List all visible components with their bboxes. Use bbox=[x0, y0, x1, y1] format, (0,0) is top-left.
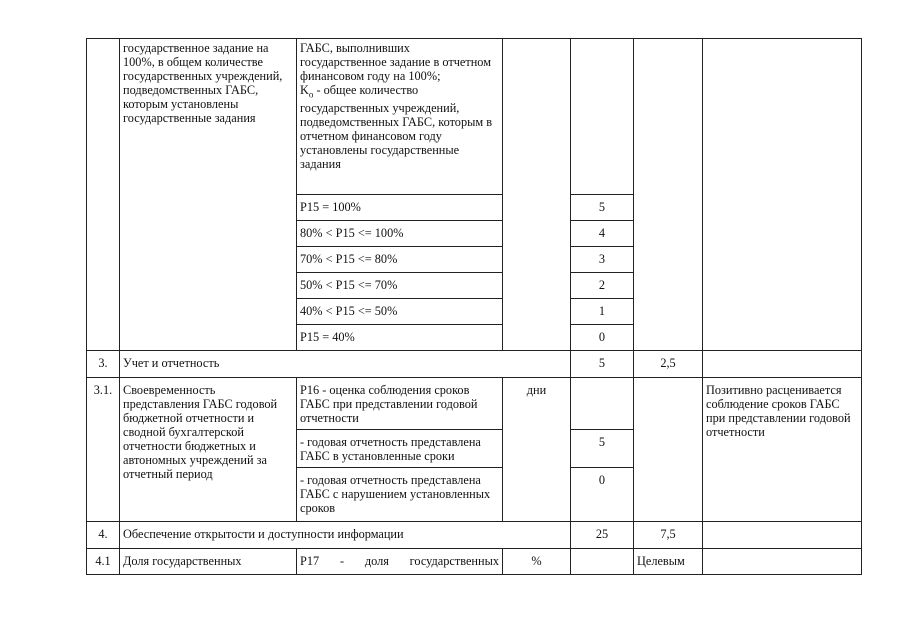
cell-score: 0 bbox=[571, 468, 634, 522]
cell-section-title: Обеспечение открытости и доступности информации bbox=[120, 522, 571, 549]
cell-section-weight: 7,5 bbox=[634, 522, 703, 549]
cell-condition: 70% < P15 <= 80% bbox=[297, 247, 503, 273]
cell-formula: P17 - доля государственных bbox=[297, 549, 503, 575]
table-row-4-1 bbox=[87, 549, 862, 575]
formula-line2: - общее количество государственных учреждений, подведомственных ГАБС, которым в отчетном финансовом году установлены государственные задания bbox=[300, 83, 493, 172]
cell-condition: 40% < P15 <= 50% bbox=[297, 299, 503, 325]
table-row-3-1 bbox=[87, 378, 862, 430]
cell-weight-empty bbox=[634, 39, 703, 351]
cell-section-title: Учет и отчетность bbox=[120, 351, 571, 378]
cell-row-num: 4.1 bbox=[87, 549, 120, 575]
indicators-table bbox=[86, 38, 862, 575]
cell-section-num: 4. bbox=[87, 522, 120, 549]
cell-comment: Позитивно расценивается соблюдение сроков ГАБС при представлении годовой отчетности bbox=[703, 378, 862, 522]
cell-indicator: Доля государственных bbox=[120, 549, 297, 575]
cell-formula-continuation bbox=[297, 39, 503, 195]
cell-condition: 50% < P15 <= 70% bbox=[297, 273, 503, 299]
cell-condition: P15 = 40% bbox=[297, 325, 503, 351]
cell-unit: дни bbox=[503, 378, 571, 522]
formula-k: K bbox=[300, 83, 309, 97]
cell-score: 3 bbox=[571, 247, 634, 273]
table-row-section-4 bbox=[87, 522, 862, 549]
cell-comment-empty bbox=[703, 39, 862, 351]
cell-condition: P15 = 100% bbox=[297, 195, 503, 221]
cell-section-comment-empty bbox=[703, 522, 862, 549]
cell-condition: - годовая отчетность представлена ГАБС в установленные сроки bbox=[297, 430, 503, 468]
cell-score: 2 bbox=[571, 273, 634, 299]
cell-indicator-continuation: государственное задание на 100%, в общем количестве государственных учреждений, подведомственных ГАБС, которым установлены государственные задания bbox=[120, 39, 297, 351]
cell-condition: 80% < P15 <= 100% bbox=[297, 221, 503, 247]
formula-line1: ГАБС, выполнивших государственное задание в отчетном финансовом году на 100%; bbox=[300, 41, 491, 83]
table-row-continuation bbox=[87, 39, 862, 195]
cell-num-empty bbox=[87, 39, 120, 351]
cell-score: 4 bbox=[571, 221, 634, 247]
cell-unit: % bbox=[503, 549, 571, 575]
cell-section-comment-empty bbox=[703, 351, 862, 378]
cell-score-empty bbox=[571, 378, 634, 430]
cell-score: 5 bbox=[571, 430, 634, 468]
cell-target: Целевым bbox=[634, 549, 703, 575]
cell-section-max: 25 bbox=[571, 522, 634, 549]
cell-section-weight: 2,5 bbox=[634, 351, 703, 378]
cell-unit-empty bbox=[503, 39, 571, 351]
table-row-section-3 bbox=[87, 351, 862, 378]
cell-indicator: Своевременность представления ГАБС годовой бюджетной отчетности и сводной бухгалтерской отчетности бюджетных и автономных учреждений за отчетный период bbox=[120, 378, 297, 522]
cell-score-empty bbox=[571, 549, 634, 575]
cell-score: 0 bbox=[571, 325, 634, 351]
cell-weight-empty bbox=[634, 378, 703, 522]
formula-k-sub: о bbox=[308, 89, 314, 100]
cell-section-num: 3. bbox=[87, 351, 120, 378]
cell-section-max: 5 bbox=[571, 351, 634, 378]
cell-formula: P16 - оценка соблюдения сроков ГАБС при представлении годовой отчетности bbox=[297, 378, 503, 430]
cell-condition: - годовая отчетность представлена ГАБС с нарушением установленных сроков bbox=[297, 468, 503, 522]
cell-score: 5 bbox=[571, 195, 634, 221]
cell-comment-empty bbox=[703, 549, 862, 575]
cell-row-num: 3.1. bbox=[87, 378, 120, 522]
cell-score: 1 bbox=[571, 299, 634, 325]
cell-score-empty bbox=[571, 39, 634, 195]
